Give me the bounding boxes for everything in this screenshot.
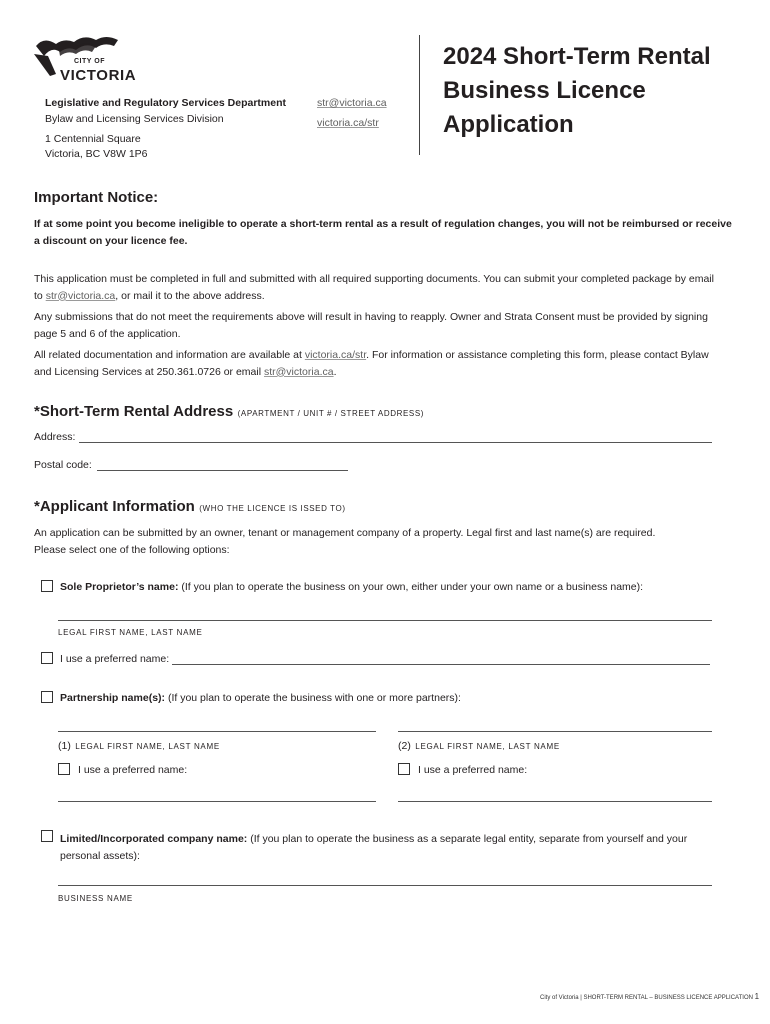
- partner-2-number: (2): [398, 740, 411, 752]
- website-link[interactable]: victoria.ca/str: [317, 117, 379, 129]
- address-line-2: Victoria, BC V8W 1P6: [45, 148, 148, 160]
- postal-code-label: Postal code:: [34, 459, 92, 471]
- partnership-label: Partnership name(s):: [60, 692, 166, 704]
- p3-text-a: All related documentation and information are available at: [34, 349, 305, 361]
- address-subheading: (APARTMENT / UNIT # / STREET ADDRESS): [237, 409, 425, 418]
- partner-2-caption: [398, 736, 560, 754]
- address-field[interactable]: [79, 442, 712, 443]
- p3-website-link[interactable]: victoria.ca/str: [304, 349, 367, 361]
- logo-victoria: VICTORIA: [60, 67, 137, 84]
- sole-preferred-name-label: I use a preferred name:: [60, 653, 170, 665]
- address-heading-text: *Short-Term Rental Address: [34, 403, 234, 420]
- applicant-intro-1: An application can be submitted by an owner, tenant or management company of a property. Legal first and last name(s) are required.: [34, 527, 656, 539]
- company-caption: BUSINESS NAME: [58, 894, 133, 903]
- page-number: 1: [754, 992, 760, 1001]
- notice-heading: Important Notice:: [34, 189, 159, 206]
- email-link[interactable]: str@victoria.ca: [317, 97, 387, 109]
- p1-text-b: , or mail it to the above address.: [115, 289, 265, 302]
- notice-paragraph-3: [34, 347, 724, 380]
- sole-preferred-name-field[interactable]: [172, 664, 710, 665]
- partner-1-caption-text: LEGAL FIRST NAME, LAST NAME: [75, 742, 220, 751]
- address-line-1: 1 Centennial Square: [45, 133, 141, 145]
- applicant-intro-2: Please select one of the following options:: [34, 544, 230, 556]
- partner-1-name-field[interactable]: [58, 731, 376, 732]
- postal-code-field[interactable]: [97, 470, 348, 471]
- sole-proprietor-label: Sole Proprietor’s name:: [60, 581, 179, 593]
- address-label: Address:: [34, 431, 76, 443]
- partner-2-preferred-label: I use a preferred name:: [418, 764, 528, 776]
- partner-1-preferred-checkbox[interactable]: [58, 763, 70, 775]
- page-footer: [540, 992, 759, 1001]
- notice-paragraph-1: [34, 271, 724, 304]
- division-name: Bylaw and Licensing Services Division: [45, 113, 224, 125]
- company-name-field[interactable]: [58, 885, 712, 886]
- partnership-checkbox[interactable]: [41, 691, 53, 703]
- applicant-heading-text: *Applicant Information: [34, 498, 195, 515]
- department-name: Legislative and Regulatory Services Department: [45, 97, 287, 109]
- company-desc: (If you plan to operate the business as a separate legal entity, separate from yourself and your personal assets):: [60, 833, 688, 862]
- sole-proprietor-desc: (If you plan to operate the business on your own, either under your own name or a business name):: [178, 581, 644, 593]
- address-section-heading: [34, 403, 424, 421]
- p3-text-c: .: [333, 365, 337, 378]
- sole-preferred-name-checkbox[interactable]: [41, 652, 53, 664]
- applicant-subheading: (WHO THE LICENCE IS ISSED TO): [199, 504, 346, 513]
- p3-text-b: . For information or assistance completing this form, please contact Bylaw and Licensing Services at 250.361.0726 or email: [34, 349, 709, 378]
- company-label: Limited/Incorporated company name:: [60, 833, 248, 845]
- sole-proprietor-option: [60, 581, 643, 593]
- partner-1-preferred-label: I use a preferred name:: [78, 764, 188, 776]
- sole-proprietor-caption: LEGAL FIRST NAME, LAST NAME: [58, 628, 203, 637]
- company-checkbox[interactable]: [41, 830, 53, 842]
- partner-1-caption: [58, 736, 220, 754]
- partner-2-preferred-checkbox[interactable]: [398, 763, 410, 775]
- company-option: [60, 831, 700, 864]
- logo-city-of: CITY OF: [74, 58, 105, 65]
- p1-text-a: This application must be completed in full and submitted with all required supporting documents. You can submit your completed package by email to: [34, 273, 714, 302]
- applicant-section-heading: [34, 498, 346, 516]
- partnership-desc: (If you plan to operate the business with one or more partners):: [165, 692, 461, 704]
- partner-2-name-field[interactable]: [398, 731, 712, 732]
- p1-email-link[interactable]: str@victoria.ca: [45, 289, 116, 302]
- partner-1-number: (1): [58, 740, 71, 752]
- partner-2-preferred-field[interactable]: [398, 801, 712, 802]
- sole-proprietor-checkbox[interactable]: [41, 580, 53, 592]
- partner-1-preferred-field[interactable]: [58, 801, 376, 802]
- sole-proprietor-name-field[interactable]: [58, 620, 712, 621]
- p3-email-link[interactable]: str@victoria.ca: [263, 365, 334, 378]
- footer-text: City of Victoria | SHORT-TERM RENTAL – BUSINESS LICENCE APPLICATION: [540, 995, 753, 1001]
- document-title: 2024 Short-Term Rental Business Licence Application: [443, 43, 711, 138]
- notice-bold-text: If at some point you become ineligible to operate a short-term rental as a result of regulation changes, you will not be reimbursed or receive a discount on your licence fee.: [34, 218, 732, 247]
- partner-2-caption-text: LEGAL FIRST NAME, LAST NAME: [415, 742, 560, 751]
- notice-paragraph-2: Any submissions that do not meet the requirements above will result in having to reapply. Owner and Strata Consent must be provided by signing page 5 and 6 of the application.: [34, 311, 708, 340]
- partnership-option: [60, 692, 461, 704]
- header-divider: [419, 35, 420, 155]
